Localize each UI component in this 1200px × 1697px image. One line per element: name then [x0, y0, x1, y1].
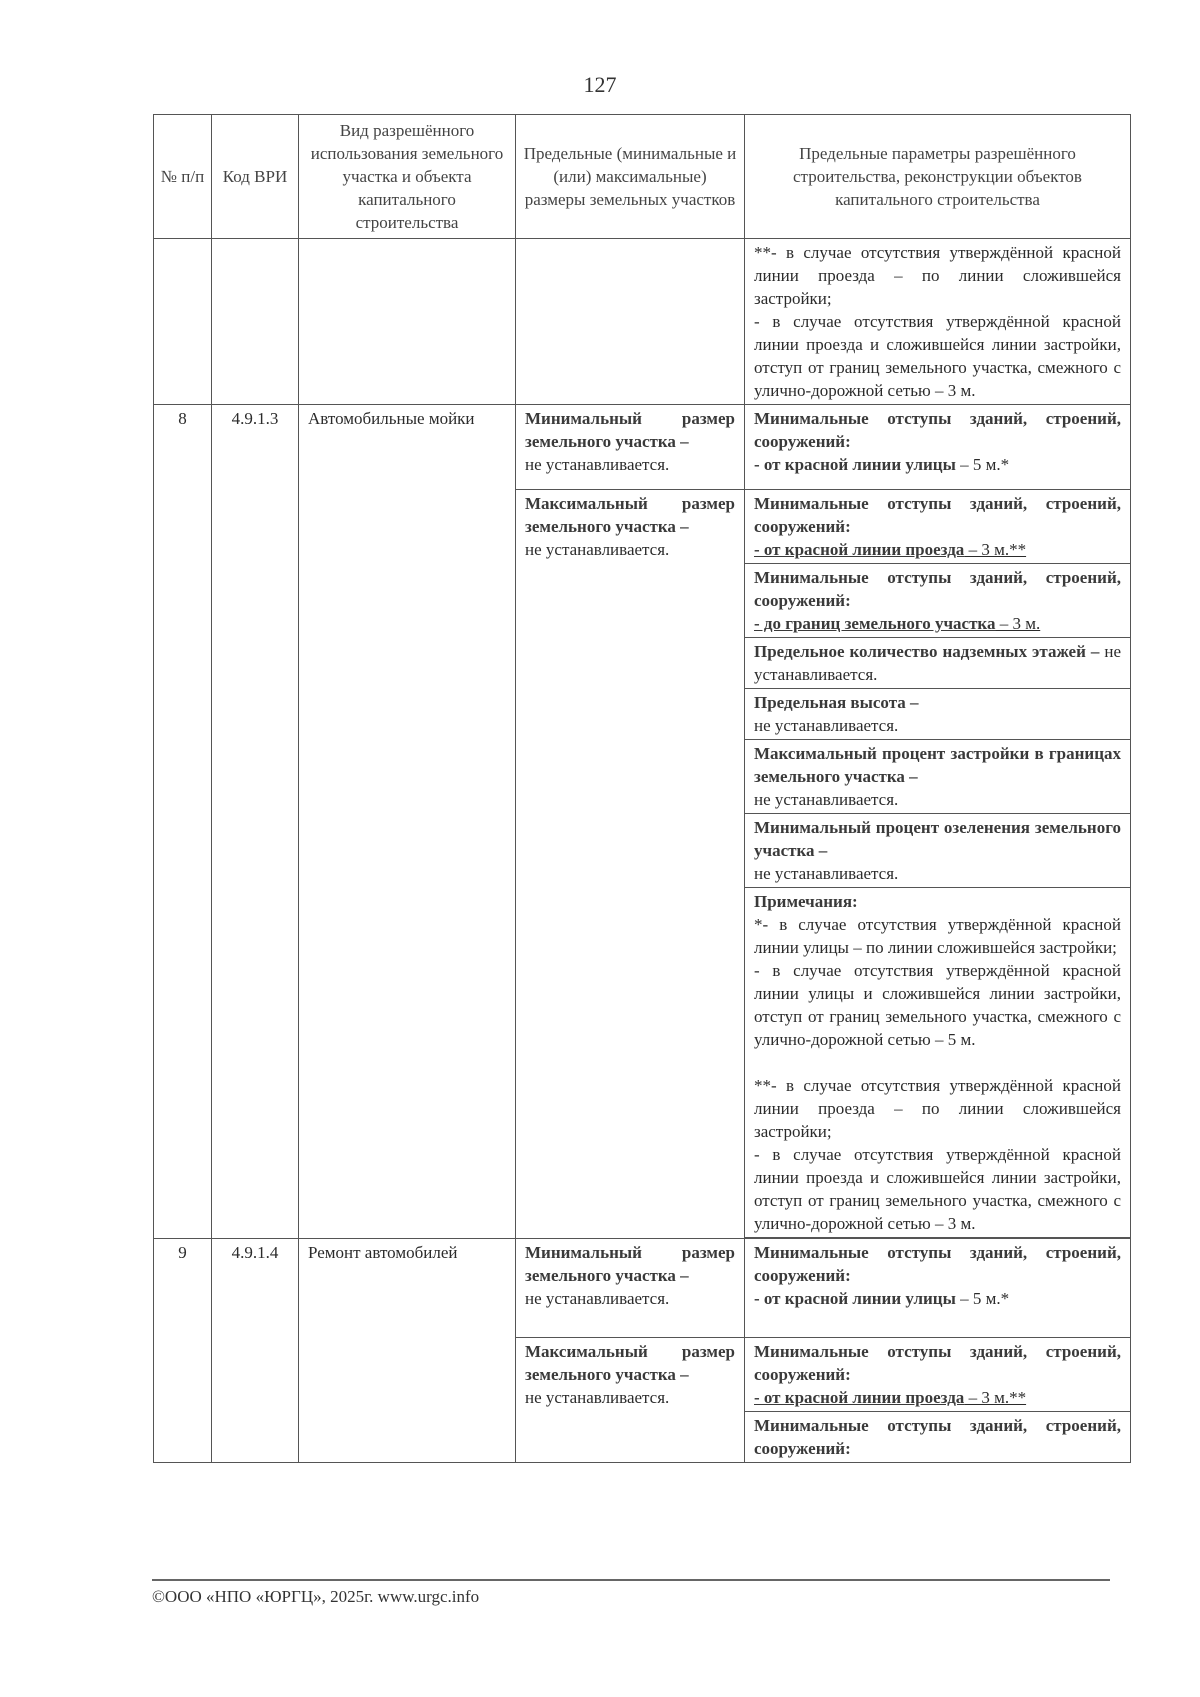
- table-header-row: [154, 115, 1131, 239]
- min-size-value: не устанавливается.: [525, 455, 670, 474]
- param-value: не устанавливается.: [754, 864, 899, 883]
- table-row-continuation: [154, 239, 1131, 405]
- notes-cell: [745, 888, 1131, 1238]
- max-size-title: Максимальный размер земельного участка –: [525, 494, 735, 536]
- param-value: – 3 м.**: [964, 540, 1027, 559]
- param-setback-street: [745, 405, 1131, 490]
- param-value: – 3 м.: [995, 614, 1041, 633]
- max-size-value: не устанавливается.: [525, 540, 670, 559]
- param-value-bold: - от красной линии улицы: [754, 1289, 956, 1308]
- param-setback-passage: [745, 1338, 1131, 1412]
- max-size-value: не устанавливается.: [525, 1388, 670, 1407]
- header-sizes: Предельные (минимальные и (или) максимальные) размеры земельных участков: [516, 115, 745, 239]
- row-code: 4.9.1.3: [212, 405, 299, 1239]
- param-value: – 5 м.*: [955, 1289, 1010, 1308]
- min-size-value: не устанавливается.: [525, 1289, 670, 1308]
- param-value: не устанавливается.: [754, 790, 899, 809]
- row-number: 9: [154, 1239, 212, 1463]
- min-size-cell: [516, 1239, 745, 1338]
- row-type: Автомобильные мойки: [299, 405, 516, 1239]
- param-setback-boundary: [745, 1412, 1131, 1463]
- param-title: Минимальные отступы зданий, строений, сооружений:: [754, 494, 1121, 536]
- param-title: Минимальные отступы зданий, строений, сооружений:: [754, 1416, 1121, 1458]
- note-text: *- в случае отсутствия утверждённой красной линии улицы – по линии сложившейся застройки;: [754, 915, 1121, 957]
- note-text: - в случае отсутствия утверждённой красной линии проезда и сложившейся линии застройки, отступ от границ земельного участка, смежного с улично-дорожной сетью – 3 м.: [754, 1145, 1121, 1233]
- header-params: Предельные параметры разрешённого строительства, реконструкции объектов капитального строительства: [745, 115, 1131, 239]
- min-size-title: Минимальный размер земельного участка –: [525, 1243, 735, 1285]
- page-number: 127: [583, 72, 617, 97]
- table-row-8: [154, 405, 1131, 490]
- param-value-bold: - от красной линии улицы: [754, 455, 956, 474]
- param-value: не устанавливается.: [754, 642, 1121, 684]
- param-build-percent: [745, 740, 1131, 814]
- param-title: Минимальные отступы зданий, строений, сооружений:: [754, 1243, 1121, 1285]
- footer-divider: [152, 1579, 1110, 1581]
- max-size-cell: [516, 1338, 745, 1463]
- table-row-9: [154, 1239, 1131, 1338]
- param-value: не устанавливается.: [754, 716, 899, 735]
- param-green-percent: [745, 814, 1131, 888]
- notes-title: Примечания:: [754, 892, 858, 911]
- note-text: - в случае отсутствия утверждённой красной линии проезда и сложившейся линии застройки, отступ от границ земельного участка, смежного с улично-дорожной сетью – 3 м.: [754, 312, 1121, 400]
- note-text: **- в случае отсутствия утверждённой красной линии проезда – по линии сложившейся застройки;: [754, 1076, 1121, 1141]
- param-floors: [745, 638, 1131, 689]
- param-value: – 3 м.**: [964, 1388, 1027, 1407]
- param-height: [745, 689, 1131, 740]
- param-title: Минимальные отступы зданий, строений, сооружений:: [754, 568, 1121, 610]
- param-value-bold: - до границ земельного участка: [754, 614, 996, 633]
- param-title: Минимальный процент озеленения земельного участка –: [754, 818, 1121, 860]
- regulations-table: [153, 114, 1131, 1463]
- max-size-title: Максимальный размер земельного участка –: [525, 1342, 735, 1384]
- param-title: Максимальный процент застройки в границах земельного участка –: [754, 744, 1121, 786]
- param-title: Предельная высота –: [754, 693, 919, 712]
- param-title: Предельное количество надземных этажей –: [754, 642, 1100, 661]
- param-setback-passage: [745, 490, 1131, 564]
- row-number: 8: [154, 405, 212, 1239]
- min-size-title: Минимальный размер земельного участка –: [525, 409, 735, 451]
- header-type: Вид разрешённого использования земельного участка и объекта капитального строительства: [299, 115, 516, 239]
- note-text: - в случае отсутствия утверждённой красной линии улицы и сложившейся линии застройки, отступ от границ земельного участка, смежного с улично-дорожной сетью – 5 м.: [754, 961, 1121, 1049]
- continued-notes: [745, 239, 1131, 405]
- param-title: Минимальные отступы зданий, строений, сооружений:: [754, 409, 1121, 451]
- param-title: Минимальные отступы зданий, строений, сооружений:: [754, 1342, 1121, 1384]
- param-value: – 5 м.*: [955, 455, 1010, 474]
- row-type: Ремонт автомобилей: [299, 1239, 516, 1463]
- footer-copyright: ©ООО «НПО «ЮРГЦ», 2025г. www.urgc.info: [152, 1587, 480, 1606]
- min-size-cell: [516, 405, 745, 490]
- row-code: 4.9.1.4: [212, 1239, 299, 1463]
- param-setback-boundary: [745, 564, 1131, 638]
- max-size-cell: [516, 490, 745, 1239]
- header-code: Код ВРИ: [212, 115, 299, 239]
- param-setback-street: [745, 1239, 1131, 1338]
- param-value-bold: - от красной линии проезда: [754, 1388, 965, 1407]
- param-value-bold: - от красной линии проезда: [754, 540, 965, 559]
- header-num: № п/п: [154, 115, 212, 239]
- note-text: **- в случае отсутствия утверждённой красной линии проезда – по линии сложившейся застройки;: [754, 243, 1121, 308]
